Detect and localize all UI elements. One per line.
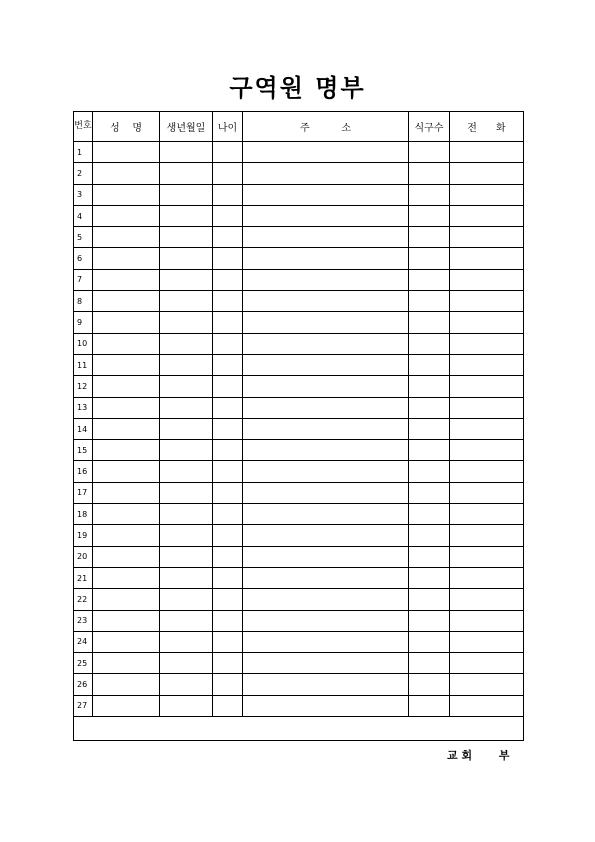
phone-cell[interactable] <box>450 184 524 205</box>
table-row <box>74 653 524 674</box>
header-age: 나이 <box>213 112 243 142</box>
birthdate-cell[interactable] <box>160 333 213 354</box>
family-count-cell[interactable] <box>409 461 450 482</box>
table-row <box>74 546 524 567</box>
phone-cell[interactable] <box>450 674 524 695</box>
header-family-count: 식구수 <box>409 112 450 142</box>
name-cell[interactable] <box>93 269 160 290</box>
age-cell[interactable] <box>213 397 243 418</box>
name-cell[interactable] <box>93 291 160 312</box>
row-number: 19 <box>74 525 93 546</box>
name-cell[interactable] <box>93 525 160 546</box>
birthdate-cell[interactable] <box>160 376 213 397</box>
table-row <box>74 461 524 482</box>
row-number: 25 <box>74 653 93 674</box>
family-count-cell[interactable] <box>409 184 450 205</box>
name-cell[interactable] <box>93 418 160 439</box>
address-cell[interactable] <box>243 205 409 226</box>
phone-cell[interactable] <box>450 567 524 588</box>
phone-cell[interactable] <box>450 291 524 312</box>
age-cell[interactable] <box>213 269 243 290</box>
phone-cell[interactable] <box>450 269 524 290</box>
address-cell[interactable] <box>243 291 409 312</box>
row-number: 3 <box>74 184 93 205</box>
birthdate-cell[interactable] <box>160 205 213 226</box>
birthdate-cell[interactable] <box>160 142 213 163</box>
age-cell[interactable] <box>213 653 243 674</box>
age-cell[interactable] <box>213 291 243 312</box>
name-cell[interactable] <box>93 674 160 695</box>
age-cell[interactable] <box>213 610 243 631</box>
address-cell[interactable] <box>243 589 409 610</box>
table-row <box>74 674 524 695</box>
address-cell[interactable] <box>243 653 409 674</box>
family-count-cell[interactable] <box>409 589 450 610</box>
family-count-cell[interactable] <box>409 333 450 354</box>
birthdate-cell[interactable] <box>160 504 213 525</box>
phone-cell[interactable] <box>450 397 524 418</box>
table-row <box>74 269 524 290</box>
row-number: 6 <box>74 248 93 269</box>
birthdate-cell[interactable] <box>160 354 213 375</box>
family-count-cell[interactable] <box>409 567 450 588</box>
table-row <box>74 567 524 588</box>
phone-cell[interactable] <box>450 333 524 354</box>
family-count-cell[interactable] <box>409 525 450 546</box>
table-row <box>74 440 524 461</box>
name-cell[interactable] <box>93 440 160 461</box>
birthdate-cell[interactable] <box>160 269 213 290</box>
page-title: 구역원 명부 <box>229 74 366 102</box>
table-row <box>74 589 524 610</box>
address-cell[interactable] <box>243 610 409 631</box>
header-address: 주 소 <box>243 112 409 142</box>
birthdate-cell[interactable] <box>160 482 213 503</box>
phone-cell[interactable] <box>450 695 524 716</box>
age-cell[interactable] <box>213 248 243 269</box>
address-cell[interactable] <box>243 397 409 418</box>
name-cell[interactable] <box>93 163 160 184</box>
row-number: 7 <box>74 269 93 290</box>
phone-cell[interactable] <box>450 142 524 163</box>
name-cell[interactable] <box>93 184 160 205</box>
table-row <box>74 397 524 418</box>
family-count-cell[interactable] <box>409 291 450 312</box>
row-number: 1 <box>74 142 93 163</box>
row-number: 24 <box>74 631 93 652</box>
header-birthdate: 생년월일 <box>160 112 213 142</box>
age-cell[interactable] <box>213 440 243 461</box>
family-count-cell[interactable] <box>409 269 450 290</box>
family-count-cell[interactable] <box>409 142 450 163</box>
row-number: 21 <box>74 567 93 588</box>
age-cell[interactable] <box>213 567 243 588</box>
name-cell[interactable] <box>93 142 160 163</box>
family-count-cell[interactable] <box>409 674 450 695</box>
table-row <box>74 631 524 652</box>
header-name: 성 명 <box>93 112 160 142</box>
birthdate-cell[interactable] <box>160 461 213 482</box>
name-cell[interactable] <box>93 482 160 503</box>
table-row <box>74 354 524 375</box>
age-cell[interactable] <box>213 525 243 546</box>
age-cell[interactable] <box>213 418 243 439</box>
age-cell[interactable] <box>213 546 243 567</box>
birthdate-cell[interactable] <box>160 631 213 652</box>
name-cell[interactable] <box>93 504 160 525</box>
birthdate-cell[interactable] <box>160 674 213 695</box>
phone-cell[interactable] <box>450 248 524 269</box>
family-count-cell[interactable] <box>409 653 450 674</box>
table-row <box>74 695 524 716</box>
name-cell[interactable] <box>93 695 160 716</box>
family-count-cell[interactable] <box>409 695 450 716</box>
age-cell[interactable] <box>213 631 243 652</box>
name-cell[interactable] <box>93 227 160 248</box>
name-cell[interactable] <box>93 631 160 652</box>
table-row <box>74 312 524 333</box>
table-row <box>74 184 524 205</box>
age-cell[interactable] <box>213 589 243 610</box>
header-number: 번호 <box>74 112 93 142</box>
address-cell[interactable] <box>243 142 409 163</box>
family-count-cell[interactable] <box>409 440 450 461</box>
age-cell[interactable] <box>213 333 243 354</box>
age-cell[interactable] <box>213 227 243 248</box>
age-cell[interactable] <box>213 163 243 184</box>
address-cell[interactable] <box>243 333 409 354</box>
family-count-cell[interactable] <box>409 418 450 439</box>
name-cell[interactable] <box>93 333 160 354</box>
table-row <box>74 291 524 312</box>
age-cell[interactable] <box>213 482 243 503</box>
row-number: 18 <box>74 504 93 525</box>
age-cell[interactable] <box>213 674 243 695</box>
age-cell[interactable] <box>213 312 243 333</box>
birthdate-cell[interactable] <box>160 418 213 439</box>
address-cell[interactable] <box>243 567 409 588</box>
phone-cell[interactable] <box>450 227 524 248</box>
name-cell[interactable] <box>93 653 160 674</box>
address-cell[interactable] <box>243 312 409 333</box>
phone-cell[interactable] <box>450 440 524 461</box>
birthdate-cell[interactable] <box>160 567 213 588</box>
age-cell[interactable] <box>213 354 243 375</box>
birthdate-cell[interactable] <box>160 440 213 461</box>
family-count-cell[interactable] <box>409 312 450 333</box>
address-cell[interactable] <box>243 461 409 482</box>
phone-cell[interactable] <box>450 631 524 652</box>
table-row <box>74 333 524 354</box>
phone-cell[interactable] <box>450 354 524 375</box>
table-row <box>74 482 524 503</box>
table-row <box>74 525 524 546</box>
family-count-cell[interactable] <box>409 610 450 631</box>
birthdate-cell[interactable] <box>160 695 213 716</box>
table-row <box>74 418 524 439</box>
row-number: 27 <box>74 695 93 716</box>
phone-cell[interactable] <box>450 482 524 503</box>
name-cell[interactable] <box>93 567 160 588</box>
family-count-cell[interactable] <box>409 227 450 248</box>
age-cell[interactable] <box>213 376 243 397</box>
row-number: 13 <box>74 397 93 418</box>
row-number: 12 <box>74 376 93 397</box>
name-cell[interactable] <box>93 376 160 397</box>
address-cell[interactable] <box>243 695 409 716</box>
family-count-cell[interactable] <box>409 504 450 525</box>
address-cell[interactable] <box>243 546 409 567</box>
row-number: 20 <box>74 546 93 567</box>
address-cell[interactable] <box>243 482 409 503</box>
age-cell[interactable] <box>213 504 243 525</box>
row-number: 9 <box>74 312 93 333</box>
age-cell[interactable] <box>213 205 243 226</box>
phone-cell[interactable] <box>450 525 524 546</box>
family-count-cell[interactable] <box>409 482 450 503</box>
birthdate-cell[interactable] <box>160 291 213 312</box>
name-cell[interactable] <box>93 205 160 226</box>
phone-cell[interactable] <box>450 163 524 184</box>
birthdate-cell[interactable] <box>160 184 213 205</box>
row-number: 15 <box>74 440 93 461</box>
table-row <box>74 163 524 184</box>
family-count-cell[interactable] <box>409 163 450 184</box>
birthdate-cell[interactable] <box>160 312 213 333</box>
address-cell[interactable] <box>243 440 409 461</box>
family-count-cell[interactable] <box>409 248 450 269</box>
phone-cell[interactable] <box>450 461 524 482</box>
name-cell[interactable] <box>93 610 160 631</box>
birthdate-cell[interactable] <box>160 248 213 269</box>
phone-cell[interactable] <box>450 546 524 567</box>
address-cell[interactable] <box>243 376 409 397</box>
address-cell[interactable] <box>243 418 409 439</box>
member-roster-table <box>73 111 524 741</box>
row-number: 22 <box>74 589 93 610</box>
family-count-cell[interactable] <box>409 205 450 226</box>
phone-cell[interactable] <box>450 312 524 333</box>
row-number: 14 <box>74 418 93 439</box>
name-cell[interactable] <box>93 546 160 567</box>
row-number: 17 <box>74 482 93 503</box>
phone-cell[interactable] <box>450 376 524 397</box>
family-count-cell[interactable] <box>409 546 450 567</box>
age-cell[interactable] <box>213 184 243 205</box>
row-number: 8 <box>74 291 93 312</box>
family-count-cell[interactable] <box>409 397 450 418</box>
age-cell[interactable] <box>213 461 243 482</box>
row-number: 26 <box>74 674 93 695</box>
address-cell[interactable] <box>243 163 409 184</box>
header-row <box>74 112 524 142</box>
age-cell[interactable] <box>213 142 243 163</box>
row-number: 2 <box>74 163 93 184</box>
name-cell[interactable] <box>93 312 160 333</box>
row-number: 16 <box>74 461 93 482</box>
phone-cell[interactable] <box>450 504 524 525</box>
address-cell[interactable] <box>243 227 409 248</box>
birthdate-cell[interactable] <box>160 546 213 567</box>
birthdate-cell[interactable] <box>160 525 213 546</box>
row-number: 11 <box>74 354 93 375</box>
birthdate-cell[interactable] <box>160 227 213 248</box>
address-cell[interactable] <box>243 269 409 290</box>
phone-cell[interactable] <box>450 653 524 674</box>
address-cell[interactable] <box>243 504 409 525</box>
table-row <box>74 248 524 269</box>
birthdate-cell[interactable] <box>160 397 213 418</box>
phone-cell[interactable] <box>450 589 524 610</box>
church-department-label: 교 회 부 <box>447 749 510 762</box>
table-row <box>74 610 524 631</box>
row-number: 5 <box>74 227 93 248</box>
table-row <box>74 227 524 248</box>
row-number: 10 <box>74 333 93 354</box>
family-count-cell[interactable] <box>409 354 450 375</box>
birthdate-cell[interactable] <box>160 163 213 184</box>
table-row <box>74 376 524 397</box>
birthdate-cell[interactable] <box>160 653 213 674</box>
family-count-cell[interactable] <box>409 631 450 652</box>
table-row <box>74 142 524 163</box>
table-row <box>74 205 524 226</box>
address-cell[interactable] <box>243 184 409 205</box>
name-cell[interactable] <box>93 397 160 418</box>
family-count-cell[interactable] <box>409 376 450 397</box>
name-cell[interactable] <box>93 354 160 375</box>
name-cell[interactable] <box>93 589 160 610</box>
age-cell[interactable] <box>213 695 243 716</box>
address-cell[interactable] <box>243 674 409 695</box>
row-number: 23 <box>74 610 93 631</box>
name-cell[interactable] <box>93 248 160 269</box>
phone-cell[interactable] <box>450 205 524 226</box>
address-cell[interactable] <box>243 248 409 269</box>
phone-cell[interactable] <box>450 418 524 439</box>
address-cell[interactable] <box>243 631 409 652</box>
row-number: 4 <box>74 205 93 226</box>
address-cell[interactable] <box>243 525 409 546</box>
blank-footer-row <box>74 717 524 741</box>
header-phone: 전 화 <box>450 112 524 142</box>
blank-footer-cell <box>74 717 524 741</box>
birthdate-cell[interactable] <box>160 610 213 631</box>
address-cell[interactable] <box>243 354 409 375</box>
name-cell[interactable] <box>93 461 160 482</box>
birthdate-cell[interactable] <box>160 589 213 610</box>
phone-cell[interactable] <box>450 610 524 631</box>
table-row <box>74 504 524 525</box>
